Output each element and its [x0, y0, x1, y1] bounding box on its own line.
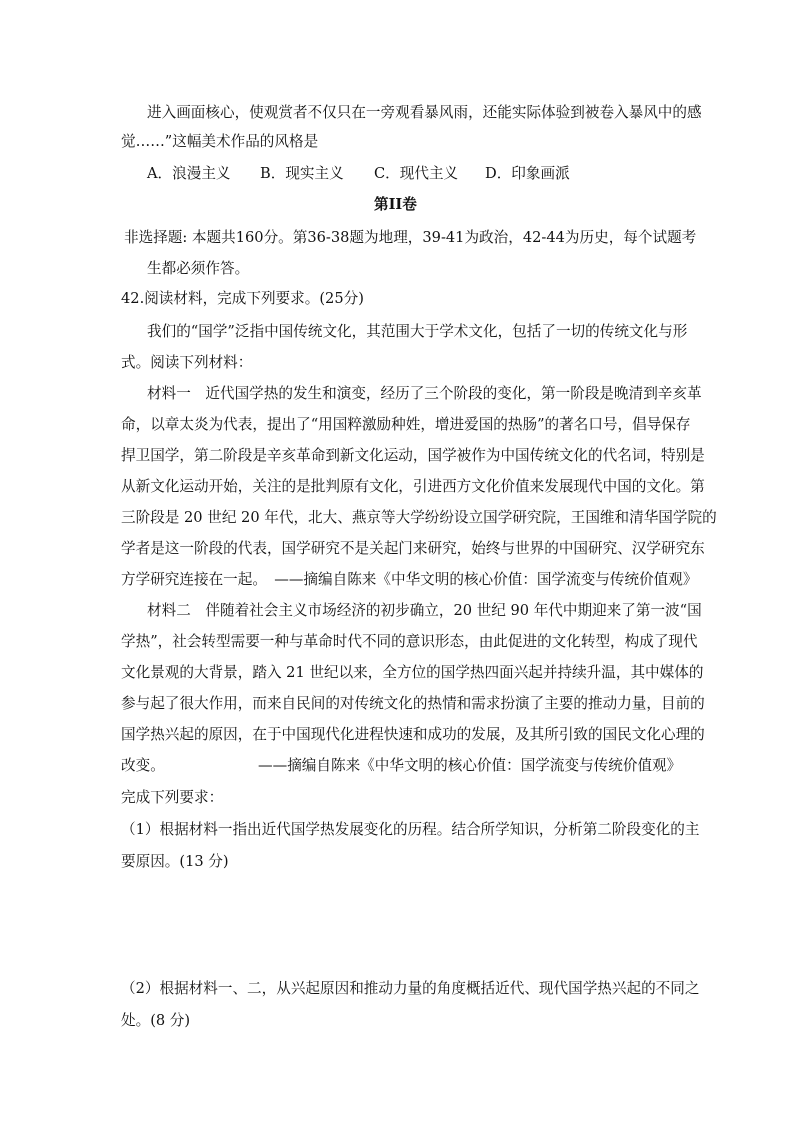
intro-line-2: 觉……”这幅美术作品的风格是 — [121, 133, 319, 150]
material-two-line-2: 学热”，社会转型需要一种与革命时代不同的意识形态，由此促进的文化转型，构成了现代 — [121, 633, 698, 650]
option-a: A．浪漫主义 — [147, 165, 231, 182]
requirements-label: 完成下列要求： — [121, 789, 224, 806]
material-two-line-3: 文化景观的大背景，踏入 21 世纪以来，全方位的国学热四面兴起并持续升温，其中媒体的 — [121, 664, 704, 681]
q1-line-1: （1）根据材料一指出近代国学热发展变化的历程。结合所学知识，分析第二阶段变化的主 — [121, 821, 700, 838]
instructions-line-1: 非选择题: 本题共160分。第36-38题为地理，39-41为政治，42-44为历史，每个试题考 — [124, 229, 697, 246]
intro-line-1: 进入画面核心，使观赏者不仅只在一旁观看暴风雨，还能实际体验到被卷入暴风中的感 — [147, 104, 702, 121]
q1-line-2: 要原因。(13 分) — [121, 853, 229, 870]
intro-paragraph-line-2: 式。阅读下列材料： — [121, 354, 253, 371]
material-two-line-4: 参与起了很大作用，而来自民间的对传统文化的热情和需求扮演了主要的推动力量，目前的 — [121, 695, 705, 712]
material-one-line-5: 三阶段是 20 世纪 20 年代，北大、燕京等大学纷纷设立国学研究院，王国维和清华国学院的 — [121, 509, 717, 526]
q2-line-1: （2）根据材料一、二，从兴起原因和推动力量的角度概括近代、现代国学热兴起的不同之 — [121, 980, 700, 997]
material-one-line-2: 命，以章太炎为代表，提出了“用国粹激励种姓，增进爱国的热肠”的著名口号，倡导保存 — [121, 416, 691, 433]
material-two-source: ——摘编自陈来《中华文明的核心价值：国学流变与传统价值观》 — [258, 757, 682, 774]
option-d: D．印象画派 — [485, 165, 570, 182]
material-one-line-3: 捍卫国学，第二阶段是辛亥革命到新文化运动，国学被作为中国传统文化的代名词，特别是 — [121, 447, 705, 464]
material-two-line-1: 材料二 伴随着社会主义市场经济的初步确立，20 世纪 90 年代中期迎来了第一波“国 — [147, 602, 702, 619]
option-b: B．现实主义 — [260, 165, 344, 182]
question-header: 42.阅读材料，完成下列要求。(25分) — [121, 290, 364, 307]
intro-paragraph-line-1: 我们的“国学”泛指中国传统文化，其范围大于学术文化，包括了一切的传统文化与形 — [147, 323, 688, 340]
q2-line-2: 处。(8 分) — [121, 1012, 191, 1029]
material-one-line-4: 从新文化运动开始，关注的是批判原有文化，引进西方文化价值来发展现代中国的文化。第 — [121, 478, 705, 495]
material-one-line-1: 材料一 近代国学热的发生和演变，经历了三个阶段的变化，第一阶段是晚清到辛亥革 — [147, 385, 702, 402]
material-one-line-6: 学者是这一阶段的代表，国学研究不是关起门来研究，始终与世界的中国研究、汉学研究东 — [121, 540, 705, 557]
section-title: 第II卷 — [374, 196, 417, 213]
material-one-line-7: 方学研究连接在一起。 ——摘编自陈来《中华文明的核心价值：国学流变与传统价值观》 — [121, 571, 698, 588]
option-c: C．现代主义 — [374, 165, 459, 182]
material-two-line-5: 国学热兴起的原因，在于中国现代化进程快速和成功的发展，及其所引致的国民文化心理的 — [121, 726, 705, 743]
instructions-line-2: 生都必须作答。 — [147, 260, 250, 277]
material-two-line-6: 改变。 — [121, 757, 165, 774]
